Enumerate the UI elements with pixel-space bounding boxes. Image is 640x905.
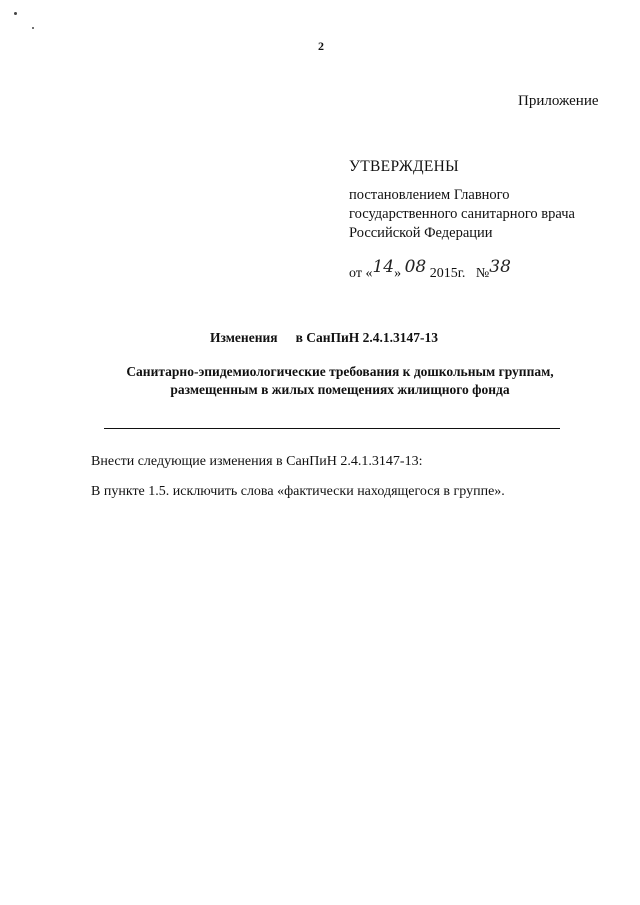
date-prefix: от — [349, 266, 362, 281]
appendix-label: Приложение — [518, 93, 599, 109]
approved-heading: УТВЕРЖДЕНЫ — [349, 158, 459, 175]
amendment-clause: В пункте 1.5. исключить слова «фактически находящегося в группе». — [91, 484, 505, 499]
date-day-handwritten: 14 — [372, 257, 395, 277]
document-title-line: размещенным в жилых помещениях жилищного фонда — [170, 382, 510, 397]
document-title-line: Санитарно-эпидемиологические требования к дошкольным группам, — [126, 364, 554, 379]
date-close-quote: » — [394, 266, 402, 281]
page-number: 2 — [318, 39, 324, 53]
date-month-handwritten: 08 — [404, 257, 427, 277]
intro-paragraph: Внести следующие изменения в СанПиН 2.4.1.3147-13: — [91, 454, 423, 469]
document-number-handwritten: 38 — [489, 257, 511, 277]
changes-target: в СанПиН 2.4.1.3147-13 — [295, 330, 439, 345]
scan-speck — [14, 12, 17, 15]
changes-word: Изменения — [210, 330, 278, 345]
divider-line — [104, 428, 560, 429]
scan-speck — [32, 27, 34, 29]
number-label: № — [475, 266, 490, 281]
authority-line: государственного санитарного врача — [349, 206, 575, 222]
document-title — [110, 363, 570, 399]
approval-date-line — [349, 257, 511, 282]
authority-line: Российской Федерации — [349, 225, 493, 241]
changes-title — [210, 330, 438, 346]
approving-authority — [349, 186, 575, 243]
authority-line: постановлением Главного — [349, 187, 510, 203]
date-open-quote: « — [365, 266, 373, 281]
date-year: 2015г. — [429, 266, 466, 281]
